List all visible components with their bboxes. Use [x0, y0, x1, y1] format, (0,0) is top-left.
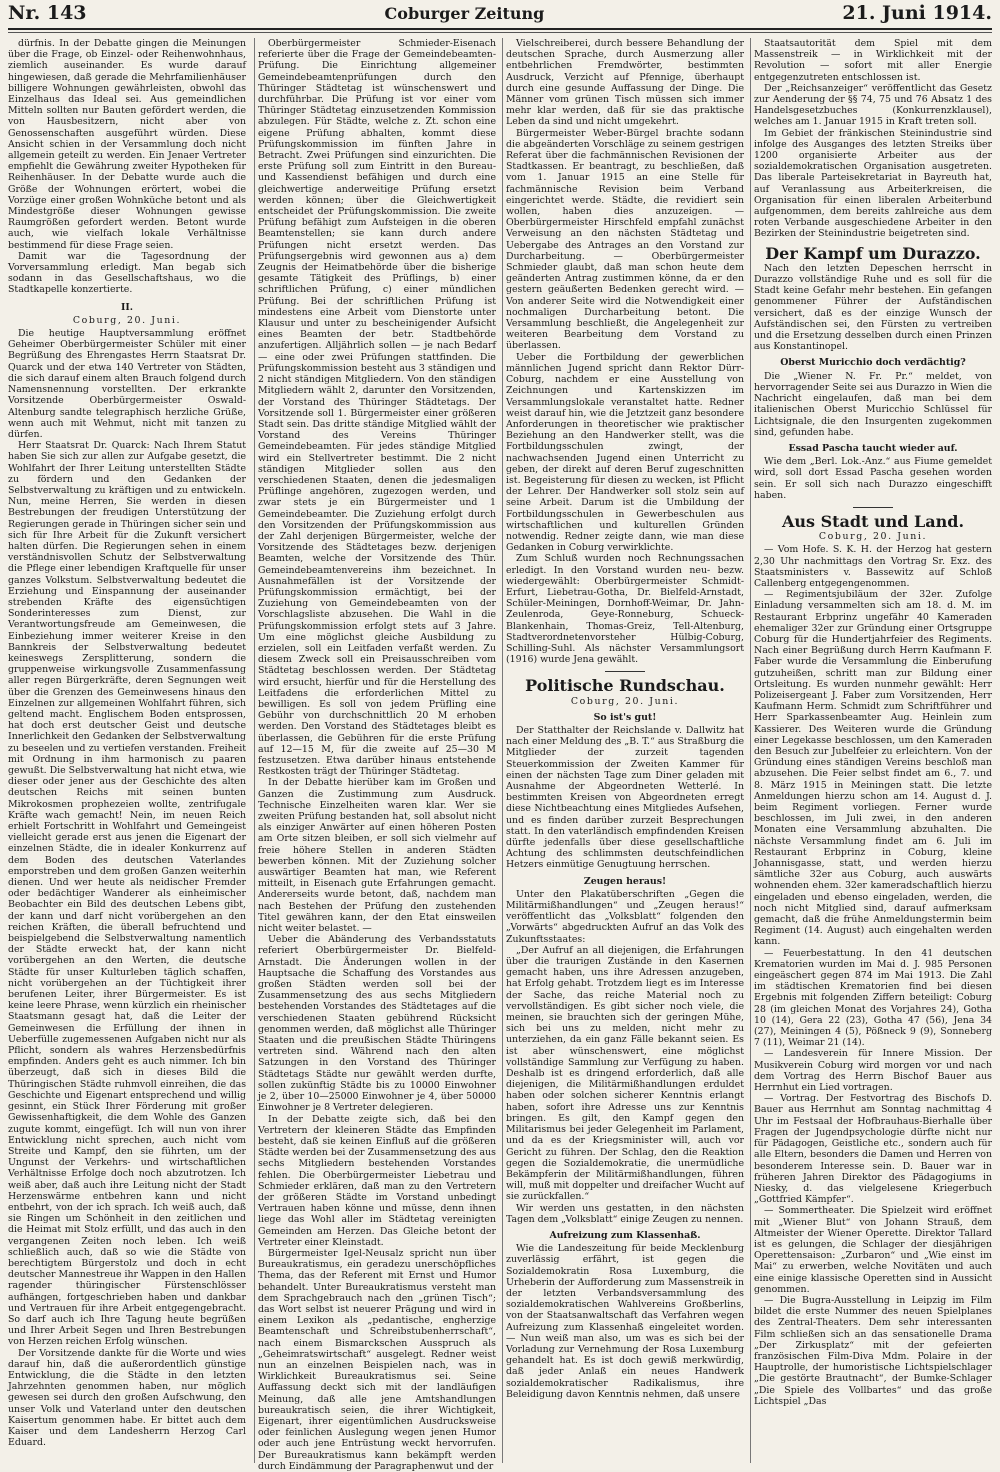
- article-paragraph: Der Statthalter der Reichslande v. Dallwitz hat nach einer Meldung des „B. T.“ aus Straßburg die Mitglieder der zurzeit tagenden Steuerkommission der Zweiten Kammer für einen der nächsten Tage zum Diner geladen mit Ausnahme der Abgeordneten Wetterlé. In bestimmten Kreisen von Abgeordneten erregt diese Nichtbeachtung eines Mitgliedes Aufsehen, und es finden darüber zurzeit Besprechungen statt. In den vaterländisch empfindenden Kreisen dürfte jedenfalls über diese gesellschaftliche Achtung des schlimmsten deutschfeindlichen Hetzers einmütige Genugtuung herrschen.: [506, 724, 744, 871]
- column-divider: [750, 38, 751, 1463]
- article-paragraph: — Vortrag. Der Festvortrag des Bischofs D. Bauer aus Herrnhut am Sonntag nachmittag 4 Uhr im Festsaal der Hofbrauhaus-Bierhalle über Fragen der Jugendpsychologie dürfte nicht nur für Pädagogen, Geistliche etc., sondern auch für alle Eltern, besonders die Damen und Herren von besonderem Interesse sein. D. Bauer war in früheren Jahren Direktor des Pädagogiums in Niesky, d. das vielgelesene Kriegerbuch „Gottfried Kämpfer“.: [754, 1093, 992, 1206]
- section-numeral: II.: [120, 301, 134, 313]
- article-paragraph: — Regimentsjubiläum der 32er. Zufolge Einladung versammelten sich am 18. d. M. im Restaurant Erbprinz ungefähr 40 Kameraden ehemaliger 32er zur Gründung einer Ortsgruppe Coburg für die Hundertjahrfeier des Regiments. Nach einer Begrüßung durch Herrn Kaufmann F. Faber wurde die Versammlung die Einberufung gutzuheißen, schritt man zur Bildung einer Ortsleitung. Es wurden nunmehr gewählt: Herr Polizeisergeant J. Faber zum Vorsitzenden, Herr Kaufmann Herm. Schmidt zum Schriftführer und Herr Sparkassenbeamter Aug. Heinlein zum Kassierer. Des Weiteren wurde die Gründung einer Legekasse beschlossen, um den Kameraden den Besuch zur Jubelfeier zu erleichtern. Von der Gründung eines ständigen Vereins beschloß man abzusehen. Die Feier selbst findet am 6., 7. und 8. März 1915 in Meiningen statt. Die letzte Anmeldungen hierzu schon am 14. August d. J. beim Regiment vorliegen. Ferner wurde beschlossen, im Juli zwei, in den anderen Monaten eine Versammlung abzuhalten. Die nächste Versammlung findet am 6. Juli im Restaurant Erbprinz in Coburg, kleine Johannisgasse, statt, und werden hierzu sämtliche 32er aus Coburg, auch auswärts wohnenden ehem. 32er kameradschaftlich hierzu eingeladen und ebenso eingeladen, werden, die noch nicht Mitglied sind, darauf aufmerksam gemacht, daß die frühe Anmeldungstermin beim Regiment (14. August) auch eingehalten werden kann.: [754, 589, 992, 948]
- article-paragraph: Die „Wiener N. Fr. Pr.“ meldet, von hervorragender Seite sei aus Durazzo in Wien die Nachricht eingelaufen, daß man bei dem italienischen Oberst Muricchio Schlüssel für Lichtsignale, die den Insurgenten zugekommen sind, gefunden habe.: [754, 370, 992, 438]
- subheading: Aufreizung zum Klassenhaß.: [549, 1229, 701, 1241]
- issue-number: Nr. 143: [8, 2, 87, 24]
- article-paragraph: Vielschreiberei, durch bessere Behandlung der deutschen Sprache, durch Ausmerzung aller entbehrlichen Fremdwörter, bestimmten Ausdruck, Verzicht auf Pfennige, überhaupt durch eine gesunde Auffassung der Dinge. Die Männer vom grünen Tisch müssen sich immer mehr klar werden, daß für sie das praktische Leben da sind und nicht umgekehrt.: [506, 38, 744, 128]
- article-paragraph: dürfnis. In der Debatte gingen die Meinungen über die Frage, ob Einzel- oder Reihenwohnhaus, ziemlich auseinander. Es wurde darauf hingewiesen, daß gerade die Mehrfamilienhäuser billigere Wohnungen gewährleisten, obwohl das Einzelhaus das Ideal sei. Aus gemeindlichen Mitteln sollten nur Bauten gefördert werden, die von Hausbesitzern, nicht aber von Genossenschaften ausgeführt würden. Diese Ansicht schien in der Versammlung doch nicht allgemein geteilt zu werden. Ein Jenaer Vertreter empfiehlt die Gewährung zweiter Hypotheken für Reihenhäuser. In der Debatte wurde auch die Größe der Wohnungen erörtert, wobei die Vorzüge einer großen Wohnküche betont und als Mindestgröße dieser Wohnungen gewisse Raumgrößen gefordert werden. Betont wurde auch, wie vielfach lokale Verhältnisse bestimmend für diese Frage seien.: [8, 38, 246, 251]
- article-paragraph: — Landesverein für Innere Mission. Der Musikverein Coburg wird morgen vor und nach dem Vortrag des Herrn Bischof Bauer aus Herrnhut ein Lied vortragen.: [754, 1048, 992, 1094]
- section-heading: Aus Stadt und Land.: [781, 511, 965, 531]
- column-1: [8, 38, 246, 1463]
- masthead: [8, 0, 992, 26]
- dateline: Coburg, 20. Juni.: [818, 531, 928, 543]
- article-paragraph: Bürgermeister Weber-Bürgel brachte sodann die abgeänderten Vorschläge zu seinem gestrigen Referat über die fachmännischen Revisionen der Stadtkassen. Er beantragt, zu beschließen, daß vom 1. Januar 1915 an eine Stelle für fachmännische Revision beim Verband eingerichtet werde. Städte, die revidiert sein wollen, haben dies anzuzeigen. — Oberbürgermeister Hirschfeld empfahl zunächst Verweisung an den nächsten Städtetag und Uebergabe des Antrages an den Vorstand zur Durcharbeitung. — Oberbürgermeister Schmieder glaubt, daß man schon heute dem geänderten Antrag zustimmen könne, da er den gestern geäußerten Bedenken gerecht wird. — Von anderer Seite wird die Notwendigkeit einer nochmaligen Durcharbeitung betont. Die Versammlung beschließt, die Angelegenheit zur weiteren Bearbeitung dem Vorstand zu überlassen.: [506, 127, 744, 352]
- article-paragraph: Staatsautorität dem Spiel mit dem Massenstreik — in Wirklichkeit mit der Revolution — sofort mit aller Energie entgegenzutreten entschlossen ist.: [754, 38, 992, 83]
- article-paragraph: „Der Aufruf an all diejenigen, die Erfahrungen über die traurigen Zustände in den Kasernen gemacht haben, uns ihre Adressen anzugeben, hat Erfolg gehabt. Trotzdem liegt es im Interesse der Sache, das reiche Material noch zu vervollständigen. Es gibt sicher noch viele, die meinen, sie brauchten sich der geringen Mühe, sich bei uns zu melden, nicht mehr zu unterziehen, da ein ganz Fälle bekannt seien. Es ist aber wünschenswert, eine möglichst vollständige Sammlung zur Verfügung zu haben. Deshalb ist es dringend erforderlich, daß alle diejenigen, die Militärmißhandlungen erduldet haben oder solchen sicherer Kenntnis erlangt haben, sofort ihre Adresse uns zur Kenntnis bringen. Es gilt, den Kampf gegen den Militarismus bei jeder Gelegenheit im Parlament, und da es der Kriegsminister will, auch vor Gericht zu führen. Der Schlag, den die Reaktion gegen die Sozialdemokratie, die unermüdliche Bekämpferin der Militärmißhandlungen, führen will, muß mit doppelter und dreifacher Wucht auf sie zurückfallen.“: [506, 944, 744, 1203]
- column-4: [754, 38, 992, 1463]
- article-paragraph: Nach den letzten Depeschen herrscht in Durazzo vollständige Ruhe und es soll für die Stadt keine Gefahr mehr bestehen. Ein gefangen genommener Führer der Aufständischen versichert, daß es der einzige Wunsch der Aufständischen sei, den Fürsten zu vertreiben und die Ersetzung desselben durch einen Prinzen aus Konstantinopel.: [754, 262, 992, 353]
- masthead-rule-thin: [8, 32, 992, 33]
- article-paragraph: Herr Staatsrat Dr. Quarck: Nach Ihrem Statut haben Sie sich zur allen zur Aufgabe gesetzt, die Wohlfahrt der Ihrer Leitung unterstellten Städte zu fördern und den Gedanken der Selbstverwaltung zu kräftigen und zu entwickeln. Nun, meine Herren, Sie werden in diesen Bestrebungen der freudigen Unterstützung der Regierungen gerade in Thüringen sicher sein und sich für Ihre Arbeit für die Zukunft versichert halten dürfen. Die Regierungen sehen in einem verständnisvollen Schutz der Selbstverwaltung die Pflege einer lebendigen Kraftquelle für unser ganzes Volkstum. Selbstverwaltung bedeutet die Erziehung und Einspannung der auseinander strebenden Kräfte des eigensüchtigen Sonderinteresses zum Dienst, zur Verantwortungsfreude am Gemeinwesen, die Einbeziehung immer weiterer Kreise in den Bannkreis der Selbstverwaltung bedeutet keineswegs Zersplitterung, sondern die gruppenweise wirkungsvolle Zusammenfassung aller regen Bürgerkräfte, deren Segnungen weit über die Grenzen des Gemeinwesens hinaus den Einzelnen zur allgemeinen Wohlfahrt führen, sich geltend macht. Englischem Boden entsprossen, hat doch erst deutscher Geist und deutsche Innerlichkeit den Gedanken der Selbstverwaltung zu beseelen und zu vertiefen verstanden. Freiheit mit Ordnung in ihm harmonisch zu paaren gewußt. Die Selbstverwaltung hat nicht etwa, wie dieser oder jener aus der Geschichte des alten deutschen Reichs mit seinen bunten Mikrokosmen prophezeien wollte, zentrifugale Kräfte wach gemacht! Nein, im neuen Reich erhielt Fortschritt in Wohlfahrt und Gemeingeist vielleicht gerade erst aus jenen die Eigenart der einzelnen Städte, die in idealer Konkurrenz auf dem Boden des deutschen Vaterlandes emporstreben und dem großen Ganzen weiterhin dienen. Und wer heute als neidischer Fremder oder bedächtiger Wanderer als einheimischer Beobachter ein Bild des deutschen Lebens gibt, der kann und darf nicht vorübergehen an den reichen Kräften, die überall befruchtend und beispielgebend die Selbstverwaltung namentlich der Städte erweckt hat, der kann nicht vorübergehen an den Werten, die deutsche Städte für unser Kulturleben täglich schaffen, nicht vorübergehen an der Tüchtigkeit ihrer berufenen Leiter, ihrer Bürgermeister. Es ist keine leere Phrase, wenn kürzlich ein rheinischer Staatsmann gesagt hat, daß die Leiter der Gemeinwesen die Erfüllung der ihnen in Ueberfülle zugemessenen Aufgaben nicht nur als Pflicht, sondern als wahres Herzensbedürfnis empfinden. Anders geht es auch nimmer. Ich bin überzeugt, daß sich in dieses Bild die Thüringischen Städte ruhmvoll einreihen, die das Geschichte und Eigenart entsprechend und willig gesinnt, ein Stück Ihrer Förderung mit großer Gewissenhaftigkeit, die dem Wohle des Ganzen zugute kommt, eingefügt. Ich will nun von ihrer Entwicklung nicht sprechen, auch nicht vom Streite und Kampf, den sie führten, um der Ungunst der Verkehrs- und wirtschaftlichen Verhältnisse Erfolge doch noch abzutrotzen. Ich weiß aber, daß auch ihre Leitung nicht der Stadt Herzenswärme entbehren kann und nicht entbehrt, von der ich sprach. Ich weiß auch, daß sie Ringen um Schönheit in den zeitlichen und die Heimat mit Stolz erfüllt, und das auch in den vergangenen Zeiten noch leben. Ich weiß schließlich auch, daß so wie die Städte von berechtigtem Bürgerstolz und doch in echt deutscher Mannestreue ihr Wappen in den Hallen ragender thüringischer Fürstenschlösser aufhängen, fortgeschrieben haben und dankbar und Vertrauen für ihre Arbeit entgegengebracht. So darf auch ich Ihre Tagung heute begrüßen und Ihrer Arbeit Segen und Ihren Bestrebungen von Herzen reichen Erfolg wünschen.: [8, 440, 246, 1348]
- subheading: Zeugen heraus!: [583, 875, 667, 887]
- article-paragraph: — Sommertheater. Die Spielzeit wird eröffnet mit „Wiener Blut“ von Johann Strauß, dem Altmeister der Wiener Operette. Direktor Tallard ist es gelungen, die Schlager der diesjährigen Operettensaison: „Zurbaron“ und „Wie einst im Mai“ zu erwerben, welche Novitäten und auch eine einige klassische Operetten sind in Aussicht genommen.: [754, 1205, 992, 1295]
- dateline: Coburg, 20. Juni.: [72, 314, 182, 326]
- article-paragraph: Oberbürgermeister Schmieder-Eisenach referierte über die Frage der Gemeindebeamten-Prüfung. Die Einrichtung allgemeiner Gemeindebeamtenprüfungen durch den Thüringer Städtetag ist wünschenswert und durchführbar. Die Prüfung ist vor einer vom Thüringer Städtetag einzusetzenden Kommission abzulegen. Für Städte, welche z. Zt. schon eine eigene Prüfung abhalten, kommt diese Prüfungskommission im fünften Jahre in Betracht. Zwei Prüfungen sind einzurichten. Die erste Prüfung soll zum Eintritt in den Bureau- und Kassendienst befähigen und durch eine gleichwertige anderweitige Prüfung ersetzt werden können; über die Gleichwertigkeit entscheidet der Prüfungskommission. Die zweite Prüfung befähigt zum Aufsteigen in die oberen Beamtenstellen; sie kann durch andere Prüfungen nicht ersetzt werden. Das Prüfungsergebnis wird gewonnen aus a) dem Zeugnis der Heimatbehörde über die bisherige gesamte Tätigkeit des Prüflings, b) einer schriftlichen Prüfung, c) einer mündlichen Prüfung. Bei der schriftlichen Prüfung ist mindestens eine Arbeit vom Dienstorte unter Klausur und unter zu bescheinigender Aufsicht eines Beamten der betr. Stadtbehörde anzufertigen. Alljährlich sollen — je nach Bedarf — eine oder zwei Prüfungen stattfinden. Die Prüfungskommission besteht aus 3 ständigen und 2 nicht ständigen Mitgliedern. Von den ständigen Mitgliedern wählt 2, darunter den Vorsitzenden, der Vorstand des Thüringer Städtetags. Der Vorsitzende soll 1. Bürgermeister einer größeren Stadt sein. Das dritte ständige Mitglied wählt der Vorstand des Vereins Thüringer Gemeindebeamten. Für jedes ständige Mitglied wird ein Stellvertreter bestimmt. Die 2 nicht ständigen Mitglieder sollen aus den verschiedenen Staaten, denen die jedesmaligen Prüflinge angehören, zugezogen werden, und zwar stets je ein Bürgermeister und 1 Gemeindebeamter. Die Zuziehung erfolgt durch den Vorsitzenden der Prüfungskommission aus der Zahl derjenigen Bürgermeister, welche der Vorsitzende des Städtetages bezw. derjenigen Beamten, welche der Vorsitzende des Thür. Gemeindebeamtenvereins ihm bezeichnet. In Ausnahmefällen ist der Vorsitzende der Prüfungskommission ermächtigt, bei der Zuziehung von Gemeindebeamten von der Vorschlagsliste abzusehen. Die Wahl in die Prüfungskommission erfolgt stets auf 3 Jahre. Um eine möglichst gleiche Ausbildung zu erzielen, soll ein Leitfaden verfaßt werden. Zu diesem Zweck soll ein Preisausschreiben vom Städtetag beschlossen werden. Der Städtetag wird ersucht, hierfür und für die Herstellung des Leitfadens die erforderlichen Mittel zu bewilligen. Es soll von jedem Prüfling eine Gebühr von durchschnittlich 20 M erhoben werden. Den Vorstand des Städtetages bleibt es überlassen, die Gebühren für die erste Prüfung auf 12—15 M, für die zweite auf 25—30 M festzusetzen. Etwa darüber hinaus entstehende Restkosten trägt der Thüringer Städtetag.: [258, 38, 496, 778]
- separator: [605, 671, 645, 672]
- subheading: So ist's gut!: [593, 711, 657, 723]
- article-paragraph: Bürgermeister Igel-Neusalz spricht nun über Bureaukratismus, ein geradezu unerschöpfliches Thema, das der Referent mit Ernst und Humor behandelt. Unter Bureaukratismus versteht man dem Sprachgebrauch nach den „grünen Tisch“; das Wort selbst ist neuerer Prägung und wird in einem Lexikon als „pedantische, engherzige Beamtenschaft und Schreibstubenherrschaft“, nach einem Bismarckschen Ausspruch als „Geheimratswirtschaft“ ausgelegt. Redner weist nun an einzelnen Beispielen nach, was in Wirklichkeit Bureaukratismus sei. Seine Auffassung deckt sich mit der landläufigen Meinung, daß alle jene Amtshandlungen bureaukratisch seien, die ihrer Wichtigkeit, Eigenart, ihrer eigentümlichen Ausdrucksweise oder feinlichen Auslegung wegen jenen Humor oder auch jene Entrüstung weckt hervorrufen. Der Bureaukratismus kann bekämpft werden durch Eindämmung der Paragraphenwut und der: [258, 1247, 496, 1472]
- column-3: [506, 38, 744, 1463]
- article-paragraph: Unter den Plakatüberschriften „Gegen die Militärmißhandlungen“ und „Zeugen heraus!“ veröffentlicht das „Volksblatt“ folgenden den „Vorwärts“ abgedruckten Aufruf an das Volk des Zukunftsstaates:: [506, 888, 744, 945]
- article-paragraph: — Feuerbestattung. In den 41 deutschen Krematorien wurden im Mai d. J. 985 Personen eingeäschert gegen 874 im Mai 1913. Die Zahl im städtischen Krematorien find bei diesen Ergebnis mit folgenden Ziffern beteiligt: Coburg 28 (im gleichen Monat des Vorjahres 24), Gotha 10 (14), Gera 22 (23), Gotha 47 (56), Jena 34 (27), Meiningen 4 (5), Pößneck 9 (9), Sonneberg 7 (11), Weimar 21 (14).: [754, 947, 992, 1049]
- article-paragraph: Wir werden uns gestatten, in den nächsten Tagen dem „Volksblatt“ einige Zeugen zu nennen.: [506, 1202, 744, 1225]
- article-paragraph: Im Gebiet der fränkischen Steinindustrie sind infolge des Ausganges des letzten Streiks über 1200 organisierte Arbeiter aus der sozialdemokratischen Organisation ausgetreten. Das liberale Parteisekretariat in Bayreuth hat, auf Veranlassung aus Arbeiterkreisen, die Organisation für einen liberalen Arbeiterbund aufgenommen, dem bereits zahlreiche aus dem roten Verbande ausgeschiedene Arbeiter in den Bezirken der Steinindustrie beigetreten sind.: [754, 127, 992, 240]
- separator: [853, 507, 893, 508]
- article-paragraph: Damit war die Tagesordnung der Vorversammlung erledigt. Man begab sich sodann in das Gesellschaftshaus, wo die Stadtkapelle konzertierte.: [8, 250, 246, 296]
- article-paragraph: In der Debatte zeigte sich, daß bei den Vertretern der kleineren Städte das Empfinden besteht, daß sie keinen Einfluß auf die größeren Städte werden bei der Zusammensetzung des aus sechs Mitgliedern bestehenden Vorstandes fehlen. Die Oberbürgermeister Liebetrau und Schmieder erklären, daß man zu den Vertretern der größeren Städte im Vorstand unbedingt Vertrauen haben könne und müsse, denn ihnen liege das Wohl aller im Städtetag vereinigten Gemeinden am Herzen. Das Gleiche betont der Vertreter einer Kleinstadt.: [258, 1113, 496, 1248]
- article-paragraph: Der „Reichsanzeiger“ veröffentlicht das Gesetz zur Aenderung der §§ 74, 75 und 76 Absatz 1 des Handelsgesetzbuches (Konkurrenzklausel), welches am 1. Januar 1915 in Kraft treten soll.: [754, 82, 992, 128]
- article-paragraph: Ueber die Fortbildung der gewerblichen männlichen Jugend spricht dann Rektor Dürr-Coburg, nachdem er eine Ausstellung von Zeichnungen und Kartenskizzen im Versammlungslokale veranstaltet hatte. Redner weist darauf hin, wie die Jetztzeit ganz besondere Anforderungen in theoretischer wie praktischer Beziehung an den Handwerker stellt, was die Fortbildungsschulen zwingt, der nachwachsenden Jugend einen Unterricht zu geben, der direkt auf deren Beruf zugeschnitten ist. Begeisterung für diesen zu wecken, ist Pflicht der Lehrer. Der Handwerker soll stolz sein auf seine Arbeit. Darum ist die Umbildung der Fortbildungsschulen in Gewerbeschulen aus wirtschaftlichen und kulturellen Gründen notwendig. Redner zeigte dann, wie man diese Gedanken in Coburg verwirklichte.: [506, 351, 744, 554]
- newspaper-title: Coburger Zeitung: [384, 3, 545, 23]
- column-2: [258, 38, 496, 1472]
- article-paragraph: Zum Schluß wurden noch Rechnungssachen erledigt. In den Vorstand wurden neu- bezw. wiedergewählt: Oberbürgermeister Schmidt-Erfurt, Liebetrau-Gotha, Dr. Bielfeld-Arnstadt, Schüler-Meiningen, Dornhoff-Weimar, Dr. Jahn-Zeulenroda, Geye-Ronneburg, Schueck-Blankenhain, Thomas-Greiz, Tell-Altenburg, Stadtverordnetenvorsteher Hülbig-Coburg, Schilling-Suhl. Als nächster Versammlungsort (1916) wurde Jena gewählt.: [506, 553, 744, 666]
- subheading: Oberst Muricchio doch verdächtig?: [780, 357, 966, 369]
- article-paragraph: — Vom Hofe. S. K. H. der Herzog hat gestern 2,30 Uhr nachmittags den Vortrag Sr. Exz. des Staatsministers v. Bassewitz auf Schloß Callenberg entgegengenommen.: [754, 544, 992, 589]
- article-paragraph: Wie die Landeszeitung für beide Mecklenburg zuverlässig erfährt, ist gegen die Sozialdemokratin Rosa Luxemburg, die Urheberin der Aufforderung zum Massenstreik in der letzten Verbandsversammlung des sozialdemokratischen Wahlvereins Großberlins, von der Staatsanwaltschaft das Verfahren wegen Aufreizung zum Klassenhaß eingeleitet worden. — Nun weiß man also, um was es sich bei der Vorladung zur Vernehmung der Rosa Luxemburg gehandelt hat. Es ist doch gewiß merkwürdig, daß jeder Anlaß ein neues Handwerk sozialdemokratischer Radikalismus, ihre Beleidigung davon Kenntnis nehmen, daß unsere: [506, 1243, 744, 1400]
- masthead-rule: [8, 28, 992, 30]
- article-paragraph: In der Debatte hierüber kam im Großen und Ganzen die Zustimmung zum Ausdruck. Technische Einzelheiten waren klar. Wer sie zweiten Prüfung bestanden hat, soll absolut nicht als einziger Anwärter auf einen höheren Posten am Orte sitzen bleiben, er soll sich vielmehr auf freie höhere Stellen in anderen Städten bewerben können. Mit der Zuziehung solcher auswärtiger Beamten hat man, wie Referent mitteilt, in Eisenach gute Erfahrungen gemacht. Andererseits wurde betont, daß, nachdem man nach Bestehen der Prüfung den zustehenden Titel gewähren kann, der den Etat einsweilen nicht weiter belastet. —: [258, 777, 496, 935]
- column-divider: [254, 38, 255, 1463]
- article-paragraph: Wie dem „Berl. Lok.-Anz.“ aus Fiume gemeldet wird, soll dort Essad Pascha gesehen worden sein. Er soll sich nach Durazzo eingeschifft haben.: [754, 456, 992, 501]
- dateline: Coburg, 20. Juni.: [570, 695, 680, 707]
- article-paragraph: Ueber die Abänderung des Verbandsstatuts referiert Oberbürgermeister Dr. Bielfeld-Arnstadt. Die Änderungen wollen in der Hauptsache die Schaffung des Vorstandes aus großen Städten werden soll bei der Zusammensetzung des aus sechs Mitgliedern bestehenden Vorstandes des Städtetages auf die verschiedenen Staaten gebührend Rücksicht genommen werden, daß möglichst alle Thüringer Staaten und die preußischen Städte Thüringens vertreten sind. Während nach den alten Satzungen in den Vorstand des Thüringer Städtetags Städte nur gewählt werden durfte, sollen zukünftig Städte bis zu 10000 Einwohner je 2, über 10—25000 Einwohner je 4, über 50000 Einwohner je 8 Vertreter delegieren.: [258, 934, 496, 1114]
- issue-date: 21. Juni 1914.: [842, 2, 992, 24]
- subheading: Essad Pascha taucht wieder auf.: [788, 442, 958, 454]
- article-paragraph: Die heutige Hauptversammlung eröffnet Geheimer Oberbürgermeister Schüler mit einer Begrüßung des Ehrengastes Herrn Staatsrat Dr. Quarck und der etwa 140 Vertreter von Städten, die sich darauf einem alten Brauch folgend durch Namensnennung vorstellten. Der erkrankte Vorsitzende Oberbürgermeister Oswald-Altenburg sandte telegraphisch herzliche Grüße, wenn auch mit Wehmut, nicht mit tanzen zu dürfen.: [8, 328, 246, 440]
- section-heading: Der Kampf um Durazzo.: [765, 243, 981, 263]
- column-divider: [502, 38, 503, 1463]
- section-heading: Politische Rundschau.: [525, 676, 725, 696]
- article-paragraph: — Die Bugra-Ausstellung in Leipzig im Film bildet die erste Nummer des neuen Spielplanes des Zentral-Theaters. Dem sehr interessanten Film schließen sich an das sensationelle Drama „Der Zirkusplatz“ mit der gefeierten französischen Film-Diva Mdm. Polaire in der Hauptrolle, der humoristische Lichtspielschlager „Die gestörte Brautnacht“, der Bumke-Schlager „Die Spiele des Vollbartes“ und das große Lichtspiel „Das: [754, 1294, 992, 1407]
- article-paragraph: Der Vorsitzende dankte für die Worte und wies darauf hin, daß die außerordentlich günstige Entwicklung, die die Städte in den letzten Jahrzehnten genommen haben, nur möglich gewesen sei durch den großen Aufschwung, den unser Volk und Vaterland unter den deutschen Kaisertum genommen habe. Er bittet auch dem Kaiser und dem Landesherrn Herzog Carl Eduard.: [8, 1347, 246, 1449]
